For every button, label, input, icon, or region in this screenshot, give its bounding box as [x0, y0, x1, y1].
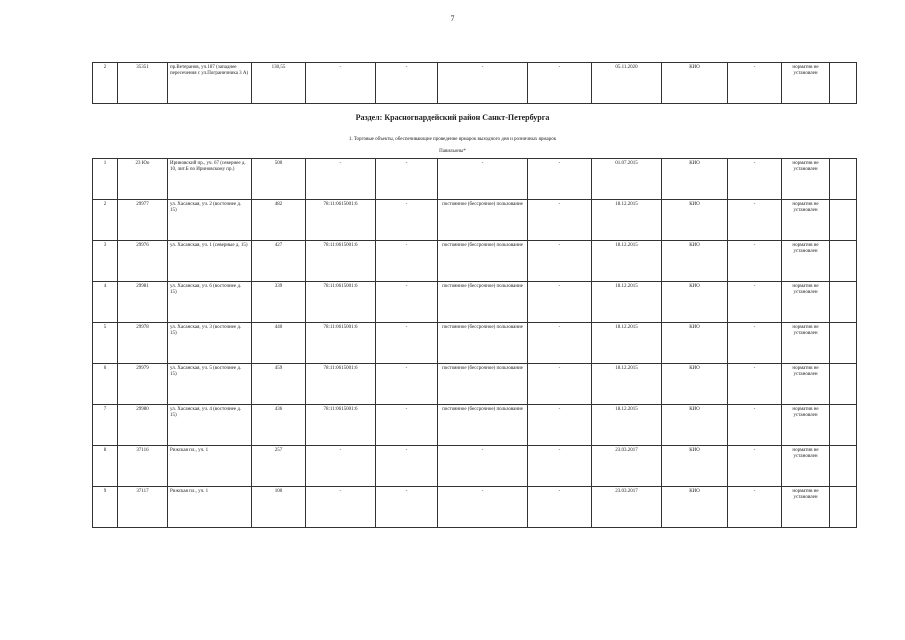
table-cell: -	[376, 282, 438, 323]
table-cell: -	[528, 200, 592, 241]
table-cell: -	[376, 200, 438, 241]
table-row	[93, 241, 857, 282]
section-subtitle: 1. Торговые объекты, обеспечивающие проведение ярмарок выходного дня и розничных ярмарок	[348, 137, 557, 142]
table-cell: постоянное (бессрочное) пользование	[438, 405, 528, 446]
table-cell: постоянное (бессрочное) пользование	[438, 323, 528, 364]
table-cell: -	[528, 241, 592, 282]
table-cell: -	[376, 364, 438, 405]
table-cell: пр.Ветеранов, уч.187 (западнее пересечения с ул.Пограничника 3 А)	[168, 63, 252, 104]
table-cell	[830, 200, 857, 241]
table-cell: -	[728, 282, 782, 323]
table-row	[93, 323, 857, 364]
table-cell: 9	[93, 487, 118, 528]
table-cell: -	[728, 200, 782, 241]
section-note: Павильоны*	[439, 149, 466, 154]
table-cell: 78:11:0615001:6	[306, 323, 376, 364]
table-cell: -	[376, 446, 438, 487]
table-cell: КИО	[662, 405, 728, 446]
table-row	[93, 364, 857, 405]
table-cell	[830, 487, 857, 528]
table-cell: постоянное (бессрочное) пользование	[438, 282, 528, 323]
table-cell: 05.11.2020	[592, 63, 662, 104]
table-cell: ул. Хасанская, уч. 1 (северные д. 15)	[168, 241, 252, 282]
table-cell: 130,55	[252, 63, 306, 104]
table-cell: -	[728, 323, 782, 364]
table-cell: 35351	[118, 63, 168, 104]
table-cell: 29979	[118, 364, 168, 405]
table-cell: -	[528, 159, 592, 200]
table-cell: -	[306, 159, 376, 200]
table-cell: 78:11:0615001:6	[306, 282, 376, 323]
table-cell	[830, 159, 857, 200]
table-cell: 2	[93, 200, 118, 241]
table-cell: 1	[93, 159, 118, 200]
table-cell: 29980	[118, 405, 168, 446]
table-cell: 23.03.2017	[592, 446, 662, 487]
table-row	[93, 159, 857, 200]
table-cell	[830, 241, 857, 282]
table-cell: 29976	[118, 241, 168, 282]
table-cell: 18.12.2015	[592, 200, 662, 241]
table-cell: ул. Хасанская, уч. 4 (восточнее д. 15)	[168, 405, 252, 446]
table-cell: 18.12.2015	[592, 323, 662, 364]
table-cell: -	[728, 405, 782, 446]
table-cell: постоянное (бессрочное) пользование	[438, 200, 528, 241]
page-number: 7	[450, 14, 455, 23]
table-cell: Ириновский пр., уч. 67 (севернее д. 10, лит.Б по Ириновскому пр.)	[168, 159, 252, 200]
table-cell: 7	[93, 405, 118, 446]
table-cell	[830, 282, 857, 323]
table-row	[93, 200, 857, 241]
table-cell: -	[728, 241, 782, 282]
table-cell: 257	[252, 446, 306, 487]
table-row	[93, 446, 857, 487]
table-cell: -	[728, 159, 782, 200]
table-cell	[830, 364, 857, 405]
table-cell: 427	[252, 241, 306, 282]
table-cell: норматив не установлен	[782, 405, 830, 446]
table-cell: постоянное (бессрочное) пользование	[438, 364, 528, 405]
table-cell: -	[376, 323, 438, 364]
table-cell: 18.12.2015	[592, 405, 662, 446]
table-cell: 18.12.2015	[592, 241, 662, 282]
table-cell: норматив не установлен	[782, 282, 830, 323]
table-cell: -	[376, 159, 438, 200]
table-cell: -	[528, 405, 592, 446]
table-cell: 2	[93, 63, 118, 104]
table-cell: -	[528, 282, 592, 323]
table-cell: -	[728, 446, 782, 487]
table-cell: 18.12.2015	[592, 282, 662, 323]
table-cell: 29977	[118, 200, 168, 241]
table-cell: 78:11:0615001:6	[306, 200, 376, 241]
table-cell: 8	[93, 446, 118, 487]
table-cell: 100	[252, 487, 306, 528]
table-cell: КИО	[662, 282, 728, 323]
table-cell: -	[528, 323, 592, 364]
table-cell: -	[438, 63, 528, 104]
table-cell: норматив не установлен	[782, 159, 830, 200]
table-cell: -	[728, 487, 782, 528]
table-cell: -	[376, 405, 438, 446]
table-cell: -	[528, 63, 592, 104]
table-cell	[830, 323, 857, 364]
table-cell: норматив не установлен	[782, 241, 830, 282]
table-cell: Рижская пл., уч. 1	[168, 487, 252, 528]
table-cell: 29981	[118, 282, 168, 323]
table-cell: 18.12.2015	[592, 364, 662, 405]
table-cell: 29978	[118, 323, 168, 364]
table-cell: норматив не установлен	[782, 63, 830, 104]
table-cell: 37116	[118, 446, 168, 487]
table-cell: -	[438, 159, 528, 200]
table-cell: -	[306, 446, 376, 487]
table-cell: КИО	[662, 323, 728, 364]
table-cell: норматив не установлен	[782, 200, 830, 241]
table-cell: КИО	[662, 159, 728, 200]
table-cell	[830, 446, 857, 487]
table-cell: 5	[93, 323, 118, 364]
table-cell: 23 Юо	[118, 159, 168, 200]
table-cell: 78:11:0615001:6	[306, 241, 376, 282]
table-cell: КИО	[662, 200, 728, 241]
top-table	[92, 62, 857, 104]
table-cell: -	[376, 63, 438, 104]
table-row	[93, 405, 857, 446]
table-cell: 3	[93, 241, 118, 282]
table-cell: -	[528, 487, 592, 528]
table-cell: КИО	[662, 487, 728, 528]
table-cell: -	[306, 487, 376, 528]
table-cell: 37117	[118, 487, 168, 528]
table-cell: 6	[93, 364, 118, 405]
table-row	[93, 63, 857, 104]
table-cell: -	[528, 364, 592, 405]
table-cell: 4	[93, 282, 118, 323]
table-cell: КИО	[662, 241, 728, 282]
table-row	[93, 282, 857, 323]
table-cell: 436	[252, 405, 306, 446]
table-cell: постоянное (бессрочное) пользование	[438, 241, 528, 282]
table-cell: 459	[252, 364, 306, 405]
table-row	[93, 487, 857, 528]
table-cell: норматив не установлен	[782, 364, 830, 405]
table-cell: ул. Хасанская, уч. 2 (восточнее д. 15)	[168, 200, 252, 241]
table-cell: -	[728, 364, 782, 405]
table-cell: -	[376, 487, 438, 528]
table-cell: -	[728, 63, 782, 104]
table-cell: ул. Хасанская, уч. 6 (восточнее д. 15)	[168, 282, 252, 323]
table-cell: ул. Хасанская, уч. 3 (восточнее д. 15)	[168, 323, 252, 364]
table-cell: КИО	[662, 446, 728, 487]
table-cell: 339	[252, 282, 306, 323]
table-cell: 78:11:0615001:6	[306, 364, 376, 405]
table-cell: -	[438, 446, 528, 487]
table-cell: 500	[252, 159, 306, 200]
table-cell	[830, 63, 857, 104]
table-cell: норматив не установлен	[782, 323, 830, 364]
table-cell: 01.07.2015	[592, 159, 662, 200]
table-cell: 78:11:0615001:6	[306, 405, 376, 446]
table-cell: -	[438, 487, 528, 528]
table-cell: -	[376, 241, 438, 282]
table-cell: Рижская пл., уч. 1	[168, 446, 252, 487]
table-cell: КИО	[662, 364, 728, 405]
table-cell: -	[306, 63, 376, 104]
table-cell: ул. Хасанская, уч. 5 (восточнее д. 15)	[168, 364, 252, 405]
main-table	[92, 158, 857, 528]
section-title: Раздел: Красногвардейский район Санкт-Петербурга	[355, 113, 550, 122]
table-cell: 440	[252, 323, 306, 364]
table-cell: -	[528, 446, 592, 487]
table-cell	[830, 405, 857, 446]
table-cell: КИО	[662, 63, 728, 104]
table-cell: норматив не установлен	[782, 487, 830, 528]
table-cell: норматив не установлен	[782, 446, 830, 487]
table-cell: 23.03.2017	[592, 487, 662, 528]
table-cell: 482	[252, 200, 306, 241]
